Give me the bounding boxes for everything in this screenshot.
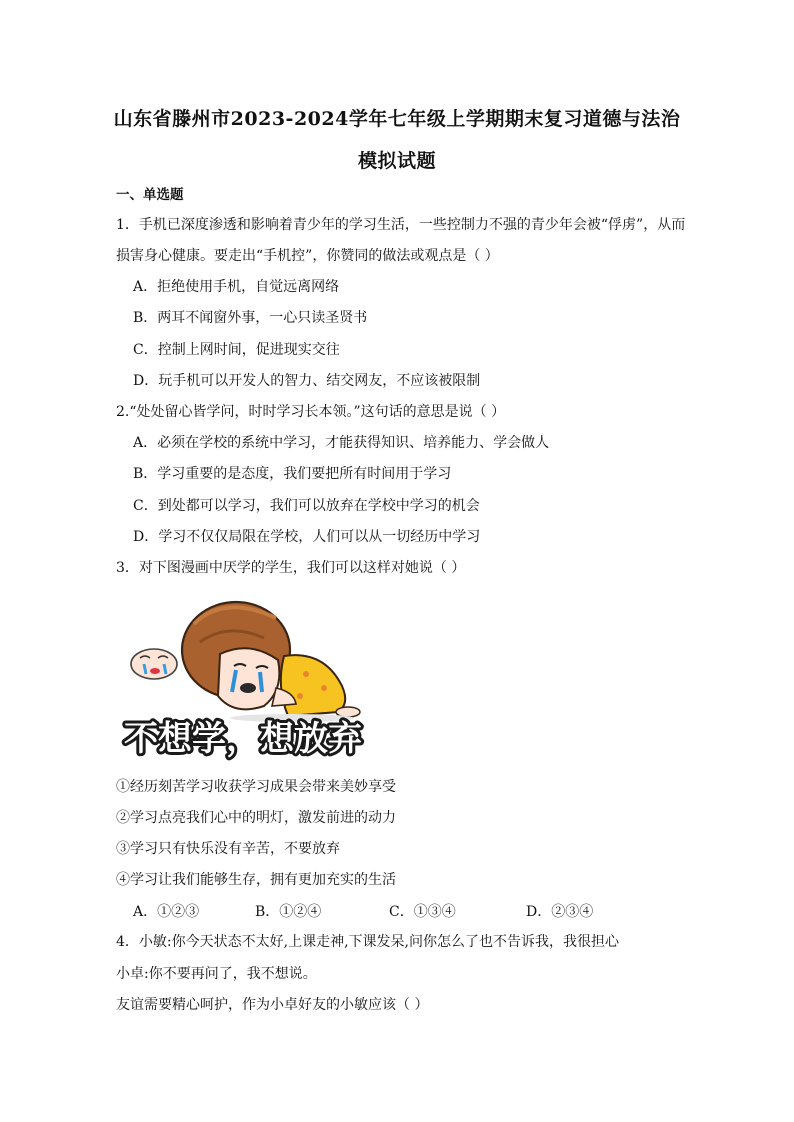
q3-option-b: B．①②④ — [255, 904, 322, 920]
cartoon-image — [116, 592, 376, 762]
cartoon-caption: 不想学，想放弃 — [124, 719, 362, 759]
q1-stem-line-2: 损害身心健康。要走出“手机控”，你赞同的做法或观点是（ ） — [116, 248, 499, 264]
q1-option-c: C．控制上网时间，促进现实交往 — [133, 342, 340, 358]
exam-title-line-2: 模拟试题 — [357, 150, 436, 172]
q1-option-d: D．玩手机可以开发人的智力、结交网友，不应该被限制 — [133, 373, 481, 389]
q2-option-c: C．到处都可以学习，我们可以放弃在学校中学习的机会 — [133, 498, 480, 514]
q3-statement-2: ②学习点亮我们心中的明灯，激发前进的动力 — [116, 810, 396, 826]
q2-stem: 2.“处处留心皆学问，时时学习长本领。”这句话的意思是说（ ） — [116, 404, 506, 420]
q4-line-2: 小卓:你不要再问了，我不想说。 — [116, 966, 317, 982]
q3-statement-3: ③学习只有快乐没有辛苦，不要放弃 — [116, 841, 340, 857]
q2-option-b: B．学习重要的是态度，我们要把所有时间用于学习 — [133, 466, 452, 482]
q2-option-a: A．必须在学校的系统中学习，才能获得知识、培养能力、学会做人 — [133, 435, 550, 451]
q3-statement-1: ①经历刻苦学习收获学习成果会带来美妙享受 — [116, 779, 396, 795]
q2-option-d: D．学习不仅仅局限在学校，人们可以从一切经历中学习 — [133, 529, 481, 545]
section-heading: 一、单选题 — [116, 187, 184, 203]
exam-title-line-1: 山东省滕州市2023-2024学年七年级上学期期末复习道德与法治 — [113, 108, 681, 130]
q4-line-3: 友谊需要精心呵护，作为小卓好友的小敏应该（ ） — [116, 997, 429, 1013]
q1-option-b: B．两耳不闻窗外事，一心只读圣贤书 — [133, 310, 368, 326]
crying-girl-illustration — [116, 592, 376, 762]
q1-option-a: A．拒绝使用手机，自觉远离网络 — [133, 279, 340, 295]
q3-options-row — [133, 901, 693, 921]
q3-statement-4: ④学习让我们能够生存，拥有更加充实的生活 — [116, 872, 396, 888]
q1-stem-line-1: 1．手机已深度渗透和影响着青少年的学习生活，一些控制力不强的青少年会被“俘虏”，从而 — [116, 217, 686, 233]
q3-option-d: D．②③④ — [526, 904, 594, 920]
q4-line-1: 4．小敏:你今天状态不太好,上课走神,下课发呆,问你怎么了也不告诉我，我很担心 — [116, 934, 619, 950]
q3-option-c: C．①③④ — [389, 904, 456, 920]
q3-option-a: A．①②③ — [133, 904, 200, 920]
q3-stem: 3．对下图漫画中厌学的学生，我们可以这样对她说（ ） — [116, 560, 466, 576]
